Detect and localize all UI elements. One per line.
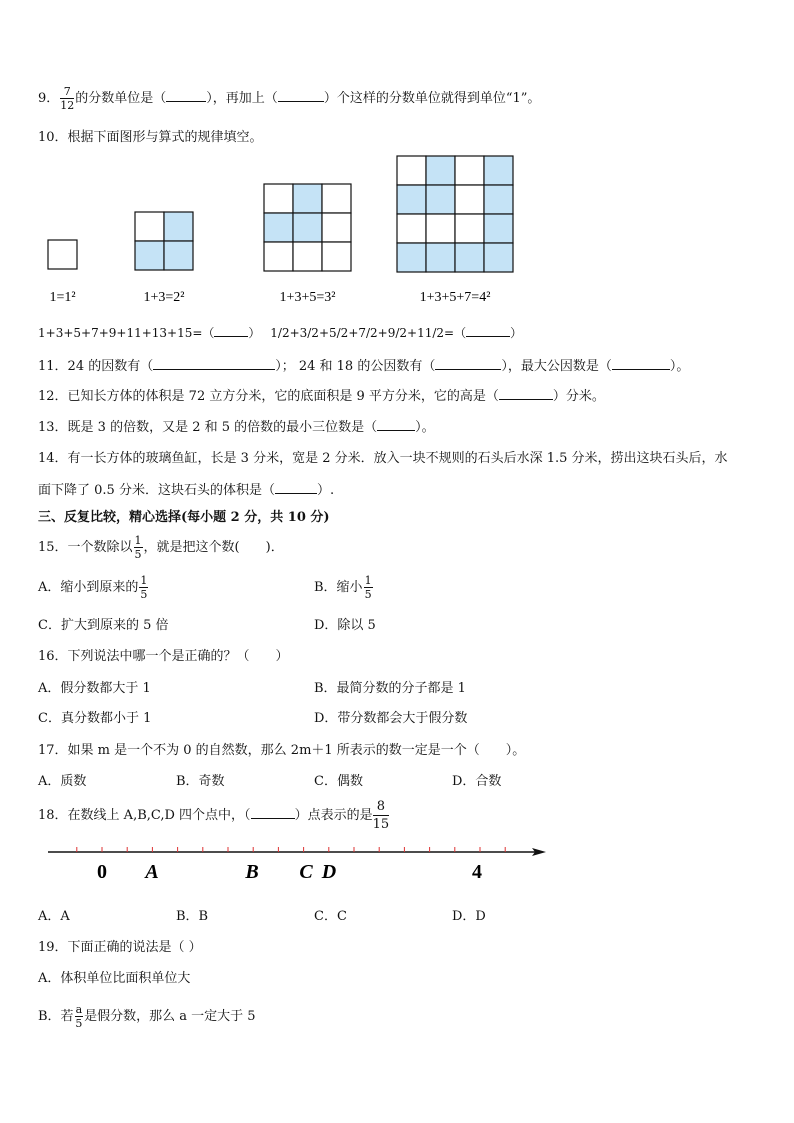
grid-cell [455, 156, 484, 185]
answer-blank[interactable] [435, 358, 501, 370]
number-line [0, 838, 794, 888]
q17-option-d[interactable]: D．合数 [452, 774, 502, 789]
grid-cell [484, 185, 513, 214]
question-13: 13．既是 3 的倍数，又是 2 和 5 的倍数的最小三位数是（ ）。 [38, 420, 435, 435]
grid-cell [322, 184, 351, 213]
q9-fraction: $\frac{7}{12}$ [60, 85, 75, 112]
answer-blank[interactable] [251, 807, 295, 819]
q15-option-a[interactable]: A．缩小到原来的 $\frac{1}{5}$ [38, 574, 148, 601]
grid-cell [135, 241, 164, 270]
grid-cell [293, 242, 322, 271]
grid-cell [293, 213, 322, 242]
grid-cell [455, 214, 484, 243]
grid-cell [264, 184, 293, 213]
grid-cell [264, 242, 293, 271]
grid-cell [426, 214, 455, 243]
grid-cell [397, 185, 426, 214]
grid-cell [397, 243, 426, 272]
grid-cell [264, 213, 293, 242]
q17-option-b[interactable]: B．奇数 [176, 774, 225, 789]
q16-option-a[interactable]: A．假分数都大于 1 [38, 681, 151, 696]
grid-cell [426, 185, 455, 214]
question-16: 16．下列说法中哪一个是正确的？（ ） [38, 649, 289, 664]
figure-caption: 1+3+5=3² [279, 290, 336, 305]
question-14-line1: 14．有一长方体的玻璃鱼缸，长是 3 分米，宽是 2 分米．放入一块不规则的石头后水深 1.5 分米，捞出这块石头后，水 [38, 451, 728, 466]
grid-cell [293, 184, 322, 213]
number-line-label: C [299, 861, 313, 883]
grid-cell [322, 213, 351, 242]
question-10-fill: 1+3+5+7+9+11+13+15=（ ） 1/2+3/2+5/2+7/2+9/2+11/2=（ ） [38, 326, 523, 340]
figure-caption: 1=1² [49, 290, 76, 305]
q19-option-b[interactable]: B．若 $\frac{a}{5}$ 是假分数，那么 a 一定大于 5 [38, 1003, 256, 1030]
grid-cell [426, 156, 455, 185]
question-12: 12．已知长方体的体积是 72 立方分米，它的底面积是 9 平方分米，它的高是（ ）分米。 [38, 389, 605, 404]
grid-cell [164, 212, 193, 241]
question-10-title: 10．根据下面图形与算式的规律填空。 [38, 130, 263, 145]
answer-blank[interactable] [275, 482, 317, 494]
q15-option-b[interactable]: B．缩小 $\frac{1}{5}$ [314, 574, 372, 601]
number-line-label: B [245, 861, 259, 883]
q15-fraction: $\frac{1}{5}$ [134, 534, 142, 561]
answer-blank[interactable] [153, 358, 275, 370]
answer-blank[interactable] [166, 90, 206, 102]
question-14-line2: 面下降了 0.5 分米．这块石头的体积是（ ）. [38, 483, 335, 498]
grid-cell [455, 185, 484, 214]
answer-blank[interactable] [278, 90, 324, 102]
number-line-label: A [145, 861, 159, 883]
answer-blank[interactable] [612, 358, 670, 370]
q16-option-c[interactable]: C．真分数都小于 1 [38, 711, 152, 726]
q19-option-a[interactable]: A．体积单位比面积单位大 [38, 971, 191, 986]
number-line-label: 4 [472, 861, 482, 883]
q18-option-a[interactable]: A．A [38, 909, 70, 924]
question-18: 18．在数线上 A,B,C,D 四个点中，（ ）点表示的是 $\frac{8}{15}$ [38, 799, 390, 832]
grid-cell [164, 241, 193, 270]
q10-square-figures [0, 150, 794, 310]
section-3-heading: 三、反复比较，精心选择(每小题 2 分，共 10 分) [38, 510, 330, 525]
q17-option-c[interactable]: C．偶数 [314, 774, 363, 789]
figure-caption: 1+3=2² [143, 290, 185, 305]
grid-cell [484, 243, 513, 272]
grid-cell [484, 214, 513, 243]
q15-option-c[interactable]: C．扩大到原来的 5 倍 [38, 618, 169, 633]
answer-blank[interactable] [466, 325, 510, 337]
question-19: 19．下面正确的说法是（ ） [38, 940, 202, 955]
q18-option-c[interactable]: C．C [314, 909, 347, 924]
grid-cell [484, 156, 513, 185]
grid-cell [426, 243, 455, 272]
figure-caption: 1+3+5+7=4² [419, 290, 491, 305]
question-11: 11．24 的因数有（ ）； 24 和 18 的公因数有（ ），最大公因数是（ ）。 [38, 359, 690, 374]
grid-cell [455, 243, 484, 272]
answer-blank[interactable] [499, 388, 553, 400]
q18-option-b[interactable]: B．B [176, 909, 209, 924]
q15-option-d[interactable]: D．除以 5 [314, 618, 376, 633]
q16-option-b[interactable]: B．最简分数的分子都是 1 [314, 681, 466, 696]
grid-cell [397, 156, 426, 185]
number-line-label: D [321, 861, 337, 883]
grid-cell [135, 212, 164, 241]
grid-cell [322, 242, 351, 271]
number-line-label: 0 [97, 861, 107, 883]
grid-cell [397, 214, 426, 243]
question-15: 15．一个数除以 $\frac{1}{5}$ ，就是把这个数( )． [38, 534, 284, 561]
q18-fraction: $\frac{8}{15}$ [372, 799, 390, 832]
q16-option-d[interactable]: D．带分数都会大于假分数 [314, 711, 468, 726]
question-9: 9． $\frac{7}{12}$ 的分数单位是（ ），再加上（ ）个这样的分数单位就得到单位“1”。 [38, 85, 541, 112]
answer-blank[interactable] [214, 325, 248, 337]
question-17: 17．如果 m 是一个不为 0 的自然数，那么 2m＋1 所表示的数一定是一个（ ）。 [38, 743, 526, 758]
q18-option-d[interactable]: D．D [452, 909, 486, 924]
answer-blank[interactable] [377, 419, 415, 431]
q9-number: 9． [38, 91, 60, 106]
grid-cell [48, 240, 77, 269]
q17-option-a[interactable]: A．质数 [38, 774, 87, 789]
